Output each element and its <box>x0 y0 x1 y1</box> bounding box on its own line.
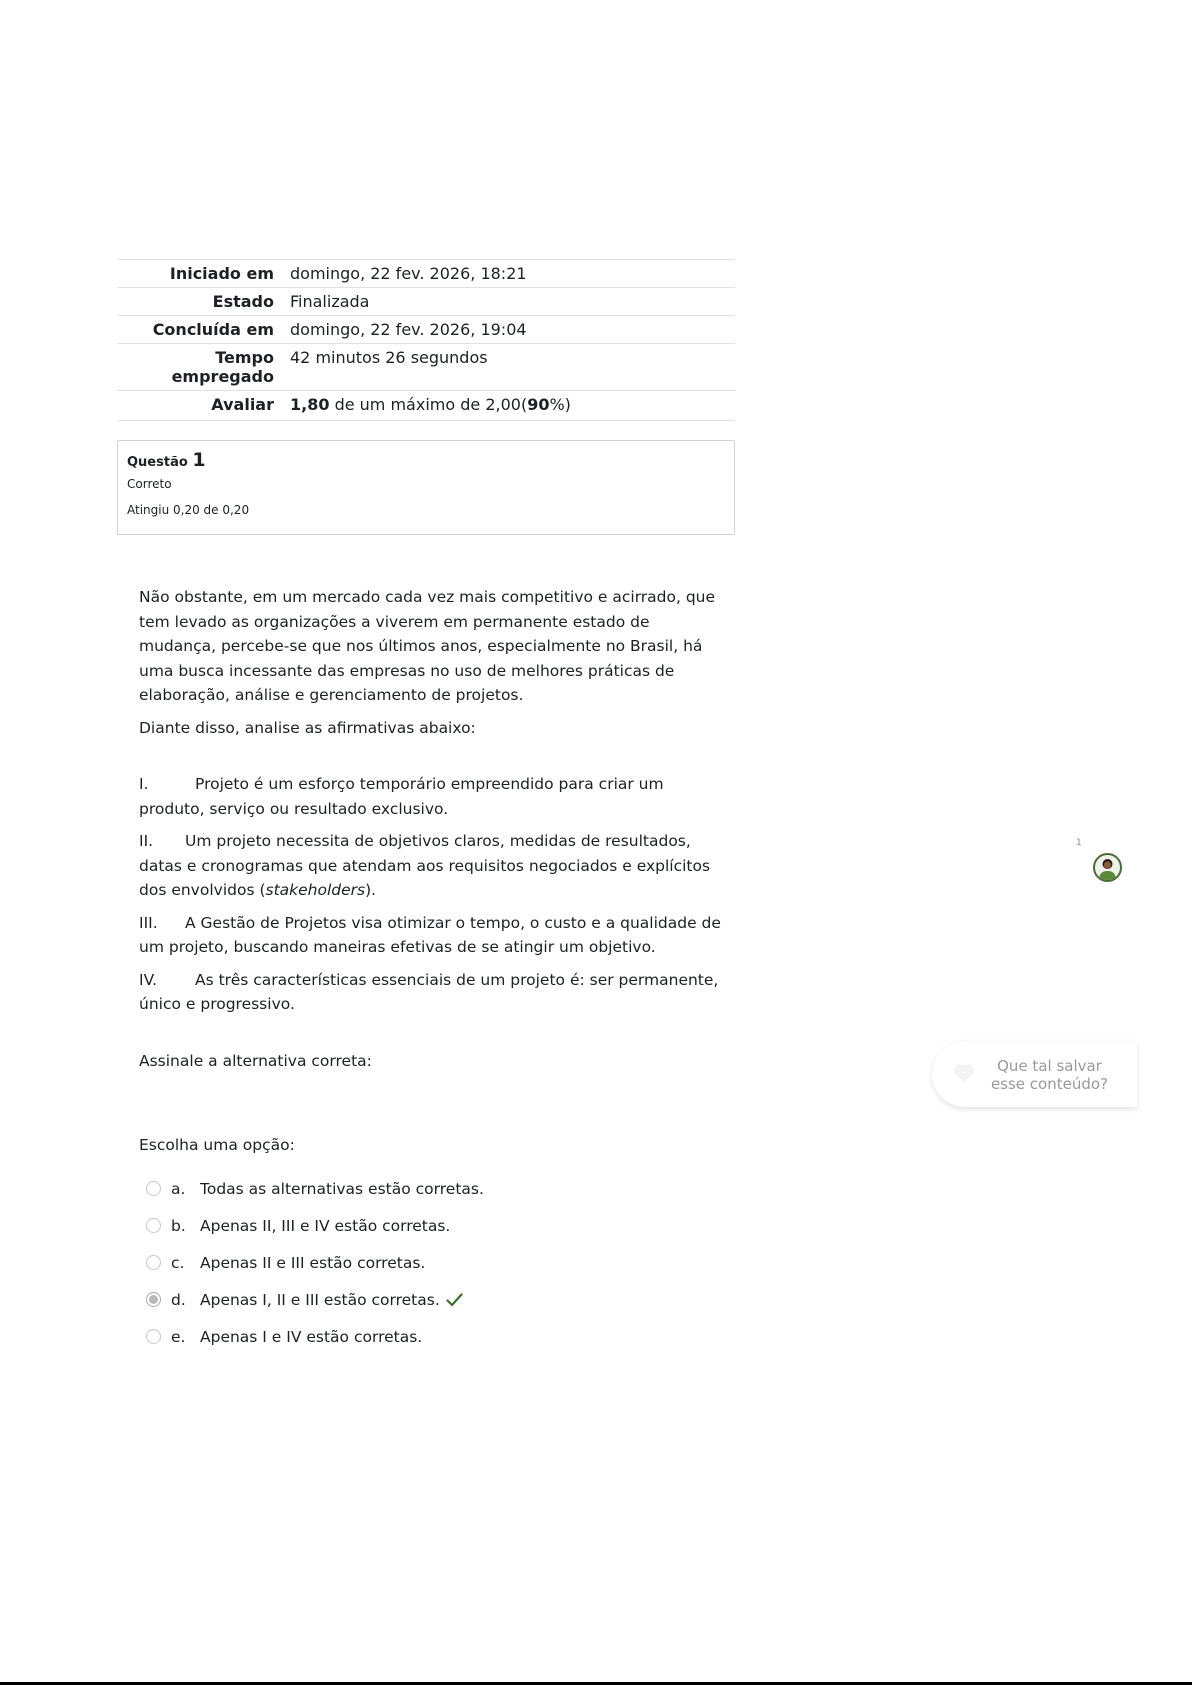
answer-prompt: Escolha uma opção: <box>139 1136 295 1154</box>
statement-1: I. Projeto é um esforço temporário empreendido para criar um produto, serviço ou resultado exclusivo. <box>139 775 664 818</box>
option-d[interactable]: d. Apenas I, II e III estão corretas. <box>146 1281 484 1318</box>
quiz-summary-table <box>117 259 735 421</box>
question-grade: Atingiu 0,20 de 0,20 <box>127 503 250 517</box>
summary-row-completed <box>117 316 735 344</box>
option-e[interactable]: e. Apenas I e IV estão corretas. <box>146 1318 484 1355</box>
time-label: Tempo empregado <box>117 344 282 391</box>
statement-2: II. Um projeto necessita de objetivos claros, medidas de resultados, datas e cronogramas que atendam aos requisitos negociados e explícitos dos envolvidos (stakeholders). <box>139 832 711 899</box>
answer-options <box>146 1170 484 1355</box>
state-label: Estado <box>117 288 282 316</box>
radio-a[interactable] <box>146 1181 161 1196</box>
radio-d[interactable] <box>146 1292 161 1307</box>
question-analyze: Diante disso, analise as afirmativas abaixo: <box>139 718 476 737</box>
avatar[interactable] <box>1093 853 1122 882</box>
heart-icon <box>952 1061 976 1089</box>
question-info-box <box>117 440 735 535</box>
option-c[interactable]: c. Apenas II e III estão corretas. <box>146 1244 484 1281</box>
notification-count: 1 <box>1076 838 1082 848</box>
radio-e[interactable] <box>146 1329 161 1344</box>
summary-row-grade <box>117 391 735 421</box>
statement-4: IV. As três características essenciais de um projeto é: ser permanente, único e progressivo. <box>139 970 719 1013</box>
completed-label: Concluída em <box>117 316 282 344</box>
question-number: Questão 1 <box>127 449 206 471</box>
started-label: Iniciado em <box>117 260 282 288</box>
started-value: domingo, 22 fev. 2026, 18:21 <box>282 260 735 288</box>
option-a[interactable]: a. Todas as alternativas estão corretas. <box>146 1170 484 1207</box>
save-content-widget[interactable] <box>932 1041 1137 1107</box>
grade-label: Avaliar <box>117 391 282 421</box>
save-content-text: Que tal salvar esse conteúdo? <box>990 1057 1109 1093</box>
radio-b[interactable] <box>146 1218 161 1233</box>
question-text <box>139 585 729 1081</box>
radio-c[interactable] <box>146 1255 161 1270</box>
correct-check-icon <box>446 1293 463 1307</box>
summary-row-time <box>117 344 735 391</box>
time-value: 42 minutos 26 segundos <box>282 344 735 391</box>
grade-value: 1,80 de um máximo de 2,00(90%) <box>282 391 735 421</box>
completed-value: domingo, 22 fev. 2026, 19:04 <box>282 316 735 344</box>
question-assinale: Assinale a alternativa correta: <box>139 1051 372 1070</box>
state-value: Finalizada <box>282 288 735 316</box>
question-intro: Não obstante, em um mercado cada vez mais competitivo e acirrado, que tem levado as organizações a viverem em permanente estado de mudança, percebe-se que nos últimos anos, especialmente no Brasil, há uma busca incessante das empresas no uso de melhores práticas de elaboração, análise e gerenciamento de projetos. <box>139 588 716 704</box>
summary-row-state <box>117 288 735 316</box>
question-state: Correto <box>127 477 172 491</box>
statement-3: III. A Gestão de Projetos visa otimizar o tempo, o custo e a qualidade de um projeto, buscando maneiras efetivas de se atingir um objetivo. <box>139 913 721 956</box>
option-b[interactable]: b. Apenas II, III e IV estão corretas. <box>146 1207 484 1244</box>
summary-row-started <box>117 260 735 288</box>
